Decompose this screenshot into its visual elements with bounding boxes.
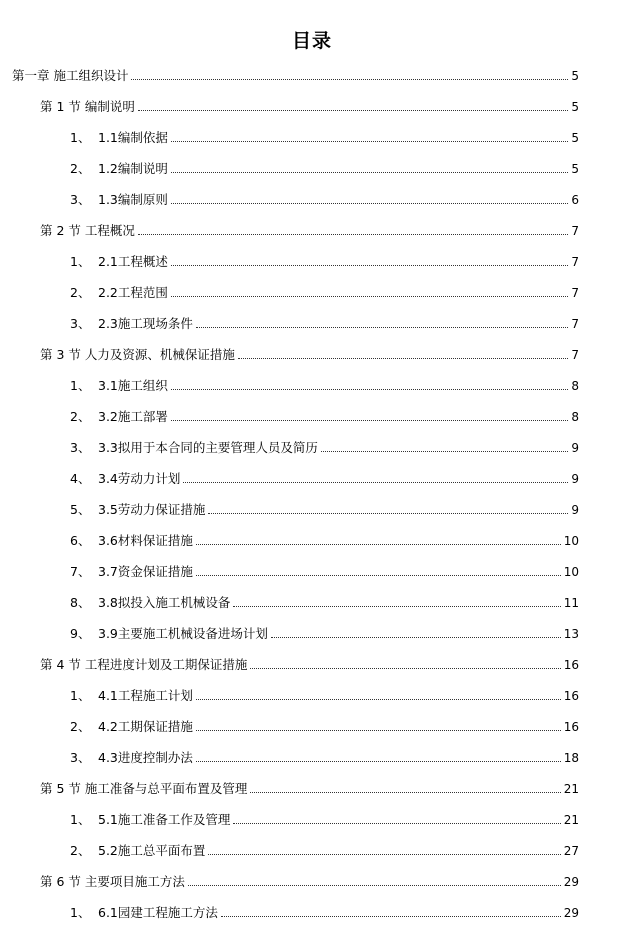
toc-entry-index: 7、 bbox=[70, 564, 91, 579]
toc-entry-text: 3.6材料保证措施 bbox=[98, 533, 193, 548]
page-title: 目录 bbox=[291, 30, 332, 52]
toc-entry-text: 2.1工程概述 bbox=[98, 254, 168, 269]
dot-leader bbox=[183, 482, 568, 483]
toc-entry-label bbox=[70, 812, 230, 828]
toc-entry-text: 3.1施工组织 bbox=[98, 378, 168, 393]
toc-entry-label bbox=[70, 130, 168, 146]
toc-subsection[interactable] bbox=[70, 467, 579, 487]
toc-entry-label bbox=[70, 564, 193, 580]
toc-entry-index: 3、 bbox=[70, 316, 91, 331]
toc-subsection[interactable] bbox=[70, 126, 579, 146]
toc-entry-label: 第 5 节 施工准备与总平面布置及管理 bbox=[40, 781, 248, 796]
toc-entry-text: 3.9主要施工机械设备进场计划 bbox=[98, 626, 268, 641]
toc-entry-label bbox=[70, 595, 230, 611]
toc-page-number: 16 bbox=[563, 689, 579, 703]
dot-leader bbox=[196, 327, 568, 328]
toc-page-number: 18 bbox=[563, 751, 579, 765]
toc-entry-label bbox=[70, 285, 168, 301]
toc-entry-label bbox=[70, 161, 168, 177]
toc-entry-label bbox=[70, 843, 205, 859]
dot-leader bbox=[188, 885, 561, 886]
dot-leader bbox=[196, 575, 561, 576]
toc-page-number: 8 bbox=[571, 410, 579, 424]
dot-leader bbox=[233, 606, 560, 607]
toc-section-6[interactable] bbox=[40, 870, 579, 890]
toc-entry-label: 第 1 节 编制说明 bbox=[40, 99, 135, 114]
toc-entry-label bbox=[70, 905, 218, 921]
toc-entry-index: 3、 bbox=[70, 440, 91, 455]
toc-subsection[interactable] bbox=[70, 157, 579, 177]
dot-leader bbox=[131, 79, 568, 80]
dot-leader bbox=[238, 358, 568, 359]
toc-page-number: 29 bbox=[563, 875, 579, 889]
toc-entry-text: 2.3施工现场条件 bbox=[98, 316, 193, 331]
dot-leader bbox=[196, 544, 561, 545]
toc-subsection[interactable] bbox=[70, 436, 579, 456]
dot-leader bbox=[171, 203, 568, 204]
toc-entry-label: 第 6 节 主要项目施工方法 bbox=[40, 874, 185, 889]
toc-entry-text: 4.2工期保证措施 bbox=[98, 719, 193, 734]
toc-entry-index: 1、 bbox=[70, 688, 91, 703]
toc-entry-label bbox=[70, 409, 168, 425]
toc-page-number: 7 bbox=[571, 317, 579, 331]
toc-entry-label bbox=[70, 626, 268, 642]
toc-entry-label bbox=[70, 750, 193, 766]
dot-leader bbox=[171, 141, 568, 142]
toc-entry-label bbox=[70, 254, 168, 270]
toc-entry-label bbox=[70, 316, 193, 332]
toc-entry-text: 4.1工程施工计划 bbox=[98, 688, 193, 703]
toc-page-number: 7 bbox=[571, 224, 579, 238]
toc-subsection[interactable] bbox=[70, 560, 579, 580]
toc-entry-index: 1、 bbox=[70, 130, 91, 145]
toc-entry-text: 4.3进度控制办法 bbox=[98, 750, 193, 765]
toc-subsection[interactable] bbox=[70, 808, 579, 828]
toc-entry-index: 5、 bbox=[70, 502, 91, 517]
dot-leader bbox=[196, 699, 561, 700]
toc-page-number: 7 bbox=[571, 255, 579, 269]
toc-chapter-1[interactable] bbox=[12, 64, 579, 84]
toc-page-number: 7 bbox=[571, 348, 579, 362]
toc-entry-text: 1.2编制说明 bbox=[98, 161, 168, 176]
toc-entry-text: 1.3编制原则 bbox=[98, 192, 168, 207]
toc-entry-text: 3.4劳动力计划 bbox=[98, 471, 181, 486]
toc-entry-text: 3.5劳动力保证措施 bbox=[98, 502, 206, 517]
toc-subsection[interactable] bbox=[70, 529, 579, 549]
toc-entry-label bbox=[70, 719, 193, 735]
toc-page-number: 29 bbox=[563, 906, 579, 920]
toc-page-number: 16 bbox=[563, 720, 579, 734]
toc-subsection[interactable] bbox=[70, 250, 579, 270]
toc-page-number: 7 bbox=[571, 286, 579, 300]
toc-entry-index: 3、 bbox=[70, 750, 91, 765]
toc-subsection[interactable] bbox=[70, 622, 579, 642]
dot-leader bbox=[321, 451, 568, 452]
toc-entry-text: 3.2施工部署 bbox=[98, 409, 168, 424]
toc-entry-label: 第 4 节 工程进度计划及工期保证措施 bbox=[40, 657, 248, 672]
dot-leader bbox=[196, 730, 561, 731]
toc-page-number: 8 bbox=[571, 379, 579, 393]
toc-entry-label bbox=[70, 471, 180, 487]
toc-entry-index: 2、 bbox=[70, 719, 91, 734]
toc-entry-index: 3、 bbox=[70, 192, 91, 207]
toc-entry-index: 9、 bbox=[70, 626, 91, 641]
dot-leader bbox=[171, 265, 568, 266]
toc-page-number: 5 bbox=[571, 69, 579, 83]
toc-entry-label bbox=[70, 440, 318, 456]
toc-page-number: 11 bbox=[563, 596, 579, 610]
toc-entry-text: 1.1编制依据 bbox=[98, 130, 168, 145]
toc-subsection[interactable] bbox=[70, 374, 579, 394]
dot-leader bbox=[171, 389, 568, 390]
toc-subsection[interactable] bbox=[70, 684, 579, 704]
toc-section-4[interactable] bbox=[40, 653, 579, 673]
toc-section-1[interactable] bbox=[40, 95, 579, 115]
toc-entry-index: 2、 bbox=[70, 161, 91, 176]
dot-leader bbox=[250, 792, 560, 793]
toc-entry-index: 4、 bbox=[70, 471, 91, 486]
toc-subsection[interactable] bbox=[70, 591, 579, 611]
toc-entry-label: 第 2 节 工程概况 bbox=[40, 223, 135, 238]
toc-subsection[interactable] bbox=[70, 312, 579, 332]
toc-page-number: 27 bbox=[563, 844, 579, 858]
dot-leader bbox=[171, 172, 568, 173]
toc-section-2[interactable] bbox=[40, 219, 579, 239]
toc-entry-label bbox=[70, 533, 193, 549]
toc-entry-label bbox=[70, 502, 205, 518]
dot-leader bbox=[171, 420, 568, 421]
toc-entry-text: 5.1施工准备工作及管理 bbox=[98, 812, 231, 827]
dot-leader bbox=[138, 234, 568, 235]
toc-page-number: 6 bbox=[571, 193, 579, 207]
toc-page-number: 10 bbox=[563, 565, 579, 579]
toc-entry-label bbox=[70, 192, 168, 208]
toc-entry-index: 1、 bbox=[70, 254, 91, 269]
toc-page-number: 13 bbox=[563, 627, 579, 641]
toc-entry-label bbox=[70, 378, 168, 394]
toc-entry-index: 6、 bbox=[70, 533, 91, 548]
toc-page-number: 9 bbox=[571, 503, 579, 517]
toc-entry-text: 3.7资金保证措施 bbox=[98, 564, 193, 579]
toc-subsection[interactable] bbox=[70, 901, 579, 921]
toc-section-3[interactable] bbox=[40, 343, 579, 363]
toc-entry-text: 5.2施工总平面布置 bbox=[98, 843, 206, 858]
toc-entry-label: 第一章 施工组织设计 bbox=[12, 68, 129, 83]
toc-entry-label bbox=[70, 688, 193, 704]
toc-subsection[interactable] bbox=[70, 746, 579, 766]
toc-entry-text: 3.8拟投入施工机械设备 bbox=[98, 595, 231, 610]
toc-subsection[interactable] bbox=[70, 281, 579, 301]
toc-page-number: 10 bbox=[563, 534, 579, 548]
dot-leader bbox=[196, 761, 561, 762]
dot-leader bbox=[271, 637, 561, 638]
toc-subsection[interactable] bbox=[70, 498, 579, 518]
dot-leader bbox=[250, 668, 560, 669]
toc-page-number: 5 bbox=[571, 162, 579, 176]
toc-subsection[interactable] bbox=[70, 839, 579, 859]
toc-entry-index: 1、 bbox=[70, 378, 91, 393]
toc-subsection[interactable] bbox=[70, 188, 579, 208]
dot-leader bbox=[208, 513, 568, 514]
toc-entry-index: 2、 bbox=[70, 409, 91, 424]
toc-page-number: 16 bbox=[563, 658, 579, 672]
toc-entry-text: 2.2工程范围 bbox=[98, 285, 168, 300]
toc-entry-text: 3.3拟用于本合同的主要管理人员及简历 bbox=[98, 440, 318, 455]
toc-page-number: 5 bbox=[571, 131, 579, 145]
dot-leader bbox=[221, 916, 561, 917]
toc-entry-index: 2、 bbox=[70, 285, 91, 300]
toc-page-number: 5 bbox=[571, 100, 579, 114]
toc-page-number: 21 bbox=[563, 813, 579, 827]
toc-section-5[interactable] bbox=[40, 777, 579, 797]
toc-entry-index: 8、 bbox=[70, 595, 91, 610]
dot-leader bbox=[208, 854, 560, 855]
toc-subsection[interactable] bbox=[70, 405, 579, 425]
toc-subsection[interactable] bbox=[70, 715, 579, 735]
toc-entry-text: 6.1园建工程施工方法 bbox=[98, 905, 218, 920]
toc-entry-index: 1、 bbox=[70, 812, 91, 827]
dot-leader bbox=[138, 110, 568, 111]
dot-leader bbox=[233, 823, 560, 824]
toc-entry-index: 2、 bbox=[70, 843, 91, 858]
dot-leader bbox=[171, 296, 568, 297]
toc-page-number: 9 bbox=[571, 441, 579, 455]
toc-entry-label: 第 3 节 人力及资源、机械保证措施 bbox=[40, 347, 235, 362]
toc-page-number: 21 bbox=[563, 782, 579, 796]
toc-page-number: 9 bbox=[571, 472, 579, 486]
toc-entry-index: 1、 bbox=[70, 905, 91, 920]
